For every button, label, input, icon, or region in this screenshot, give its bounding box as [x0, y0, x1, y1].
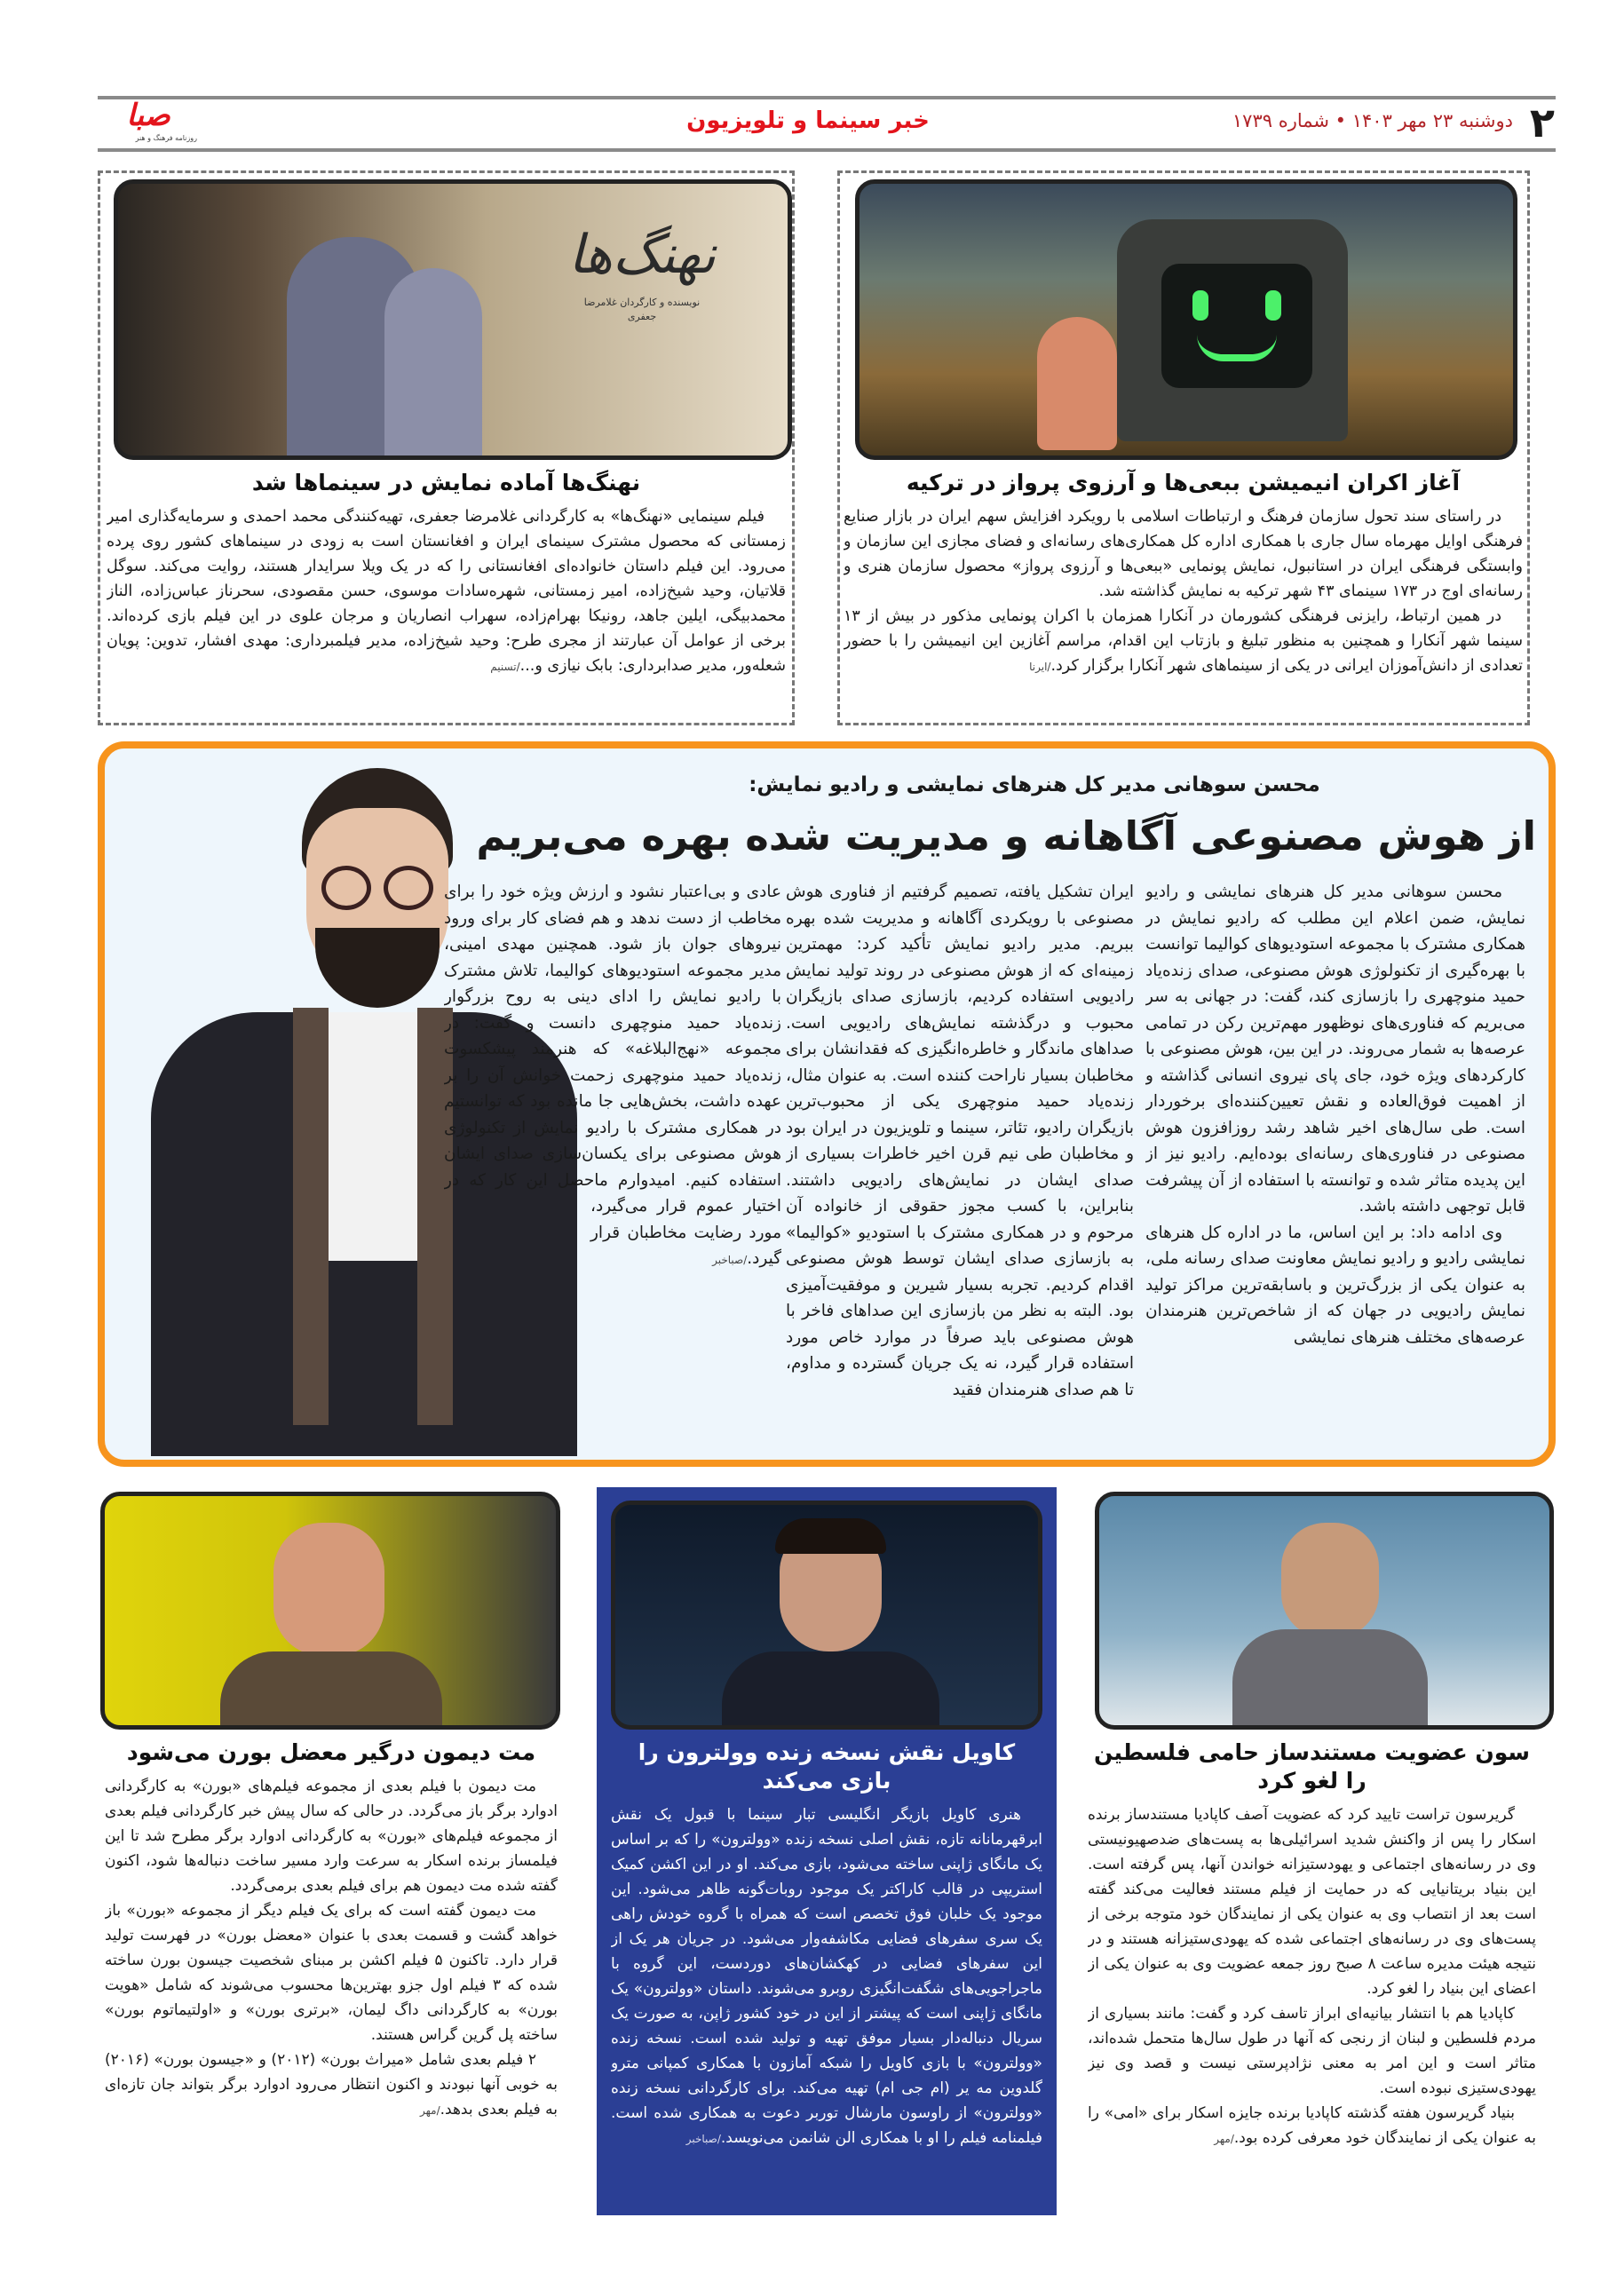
article-whales: [107, 469, 786, 719]
header-top-rule: [98, 96, 1556, 99]
feature-kicker: محسن سوهانی مدیر کل هنرهای نمایشی و رادیو نمایش:: [749, 773, 1320, 796]
glasses-right: [384, 866, 433, 910]
shirt-shape: [324, 1012, 422, 1261]
article-animation: [844, 469, 1523, 719]
logo: [99, 98, 197, 147]
article-body-animation: در راستای سند تحول سازمان فرهنگ و ارتباطات اسلامی با رویکرد افزایش سهم ایران در بازار صنایع فرهنگی اوایل مهرماه سال جاری با همکاری اداره کل همکاری‌های رسانه‌ای و فضای مجازی این سازمان و وابستگی فرهنگی ایران در استانبول، نمایش پونمایی «ببعی‌ها و آرزوی پرواز» محصول سازمان هنری و رسانه‌ای اوج در ۱۷۳ سینمای ۴۳ شهر ترکیه به نمایش گذاشته شد. در همین ارتباط، رایزنی فرهنگی کشورمان در آنکارا همزمان با اکران پونمایی مذکور در بیش از ۱۳ سینما شهر آنکارا و همچنین به منظور تبلیغ و بازتاب این اقدام، مراسم آغازین این انیمیشن را با حضور تعدادی از دانش‌آموزان ایرانی در یکی از سینماهای شهر آنکارا برگزار کرد./ایرنا: [844, 508, 1523, 675]
damon-photo: [100, 1492, 560, 1730]
face-shape: [1281, 1523, 1379, 1638]
feature-paragraph: وی ادامه داد: بر این اساس، ما در اداره کل هنرهای نمایشی رادیو و رادیو نمایش معاونت صدای رسانه ملی، به عنوان یکی از بزرگ‌ترین و باسابقه‌ترین مراکز تولید نمایش رادیویی در جهان که از شاخص‌ترین هنرمندان عرصه‌های مختلف هنرهای نمایشی: [1145, 1223, 1525, 1347]
article-body-cavill: هنری کاویل بازیگر انگلیسی تبار سینما با قبول یک نقش ابرقهرمانانه تازه، نقش اصلی نسخه زنده «وولترون» را که بر اساس یک مانگای ژاپنی ساخته می‌شود، بازی می‌کند. او در این اکشن کمیک استریپی در قالب کاراکتر یک موجود روبات‌گونه ظاهر می‌شود. این موجود یک خلبان فوق تخصص است که همراه با گروه خودش راهی یک سری سفرهای فضایی مکاشفه‌وار می‌شود. در جریان هر یک از این سفرهای فضایی در کهکشان‌های دوردست، این گروه با ماجراجویی‌های شگفت‌انگیزی روبرو می‌شوند. داستان «وولترون» یک مانگای ژاپنی است که پیشتر از این در خود کشور ژاپن، به صورت یک سریال دنباله‌دار بسیار موفق تهیه و تولید شده است. نسخه زنده «وولترون» با بازی کاویل را شبکه آمازون با همکاری کمپانی مترو گلدوین مه یر (ام جی ام) تهیه می‌کند. برای کارگردانی نسخه زنده «وولترون» از راوسون مارشال توربر دعوت به همکاری شده است. فیلمنامه فیلم را او با همکاری الن شانمن می‌نویسد./صباخبر: [611, 1806, 1042, 2147]
face-shape: [273, 1523, 384, 1656]
poster-lettering: [500, 219, 784, 324]
article-cavill: [611, 1738, 1042, 2209]
source-credit: /تسنیم: [490, 661, 520, 673]
logo-wordmark: صبا: [126, 98, 170, 133]
suit-shape: [722, 1651, 939, 1730]
article-kapadia: [1088, 1738, 1536, 2202]
animation-still-image: [855, 179, 1517, 460]
article-damon: [105, 1738, 558, 2202]
section-title: خبر سینما و تلویزیون: [686, 107, 930, 134]
source-credit: /صباخبر: [712, 1254, 748, 1266]
page-number: ۲: [1529, 99, 1555, 147]
headline-kapadia: سون عضویت مستندساز حامی فلسطین را لغو کرد: [1093, 1739, 1531, 1794]
source-credit: /ایرنا: [1029, 661, 1051, 673]
girl-character-shape: [1037, 317, 1117, 450]
feature-headline: از هوش مصنوعی آگاهانه و مدیریت شده بهره می‌بریم: [476, 812, 1536, 859]
source-credit: /مهر: [420, 2104, 440, 2117]
feature-column-2: ایران تشکیل یافته، تصمیم گرفتیم از فناوری هوش مصنوعی با رویکردی آگاهانه و مدیریت شده بهره ببریم. مدیر رادیو نمایش تأکید کرد: مهمترین زمینه‌ای که از هوش مصنوعی در روند تولید نمایش رادیویی استفاده کردیم، بازسازی صدای بازیگران محبوب و درگذشته نمایش‌های رادیویی است. صداهای ماندگار و خاطره‌انگیزی که فقدانشان برای مخاطبان بسیار ناراحت کننده است. به عنوان مثال، زنده‌یاد حمید منوچهری یکی از محبوب‌ترین بازیگران رادیو، تئاتر، سینما و تلویزیون در ایران بود و مخاطبان طی نیم قرن اخیر خاطرات بسیاری از صدای ایشان در نمایش‌های رادیویی داشتند. بنابراین، با کسب مجوز حقوقی از خانواده آن مرحوم و در همکاری مشترک با استودیو «کوالیما» به بازسازی صدای ایشان توسط هوش مصنوعی اقدام کردیم. تجربه بسیار شیرین و موفقیت‌آمیزی بود. البته به نظر من بازسازی این صداهای فاخر با هوش مصنوعی باید صرفاً در موارد خاص مورد استفاده قرار گیرد، نه یک جریان گسترده و مداوم، تا هم صدای هنرمندان فقید: [786, 883, 1134, 1399]
issue-date: دوشنبه ۲۳ مهر ۱۴۰۳ • شماره ۱۷۳۹: [1232, 110, 1513, 131]
kapadia-photo: [1095, 1492, 1554, 1730]
child-figure: [384, 268, 482, 460]
headline-cavill: کاویل نقش نسخه زنده وولترون را بازی می‌کند: [638, 1739, 1016, 1794]
whales-poster-image: [114, 179, 792, 460]
headline-damon: مت دیمون درگیر معضل بورن می‌شود: [126, 1739, 536, 1765]
logo-tagline: روزنامه فرهنگ و هنر: [135, 134, 197, 142]
cavill-photo: [611, 1501, 1042, 1730]
jacket-shape: [1232, 1629, 1428, 1730]
glasses-left: [321, 866, 371, 910]
article-body-damon: مت دیمون با فیلم بعدی از مجموعه فیلم‌های «بورن» به کارگردانی ادوارد برگر باز می‌گردد. در حالی که سال پیش خبر کارگردانی فیلم بعدی از مجموعه فیلم‌های «بورن» به کارگردانی ادوارد برگر مطرح شد تا این فیلمساز برنده اسکار به سرعت وارد مسیر ساخت دنباله‌ها شود، اکنون گفته شده مت دیمون هم برای فیلم بعدی برمی‌گردد. مت دیمون گفته است که برای یک فیلم دیگر از مجموعه «بورن» باز خواهد گشت و قسمت بعدی با عنوان «معضل بورن» در فهرست تولید قرار دارد. تاکنون ۵ فیلم اکشن بر مبنای شخصیت جیسون بورن ساخته شده که ۳ فیلم اول جزو بهترین‌ها محسوب می‌شوند که شامل «هویت بورن» به کارگردانی داگ لیمان، «برتری بورن» و «اولتیماتوم بورن» ساخته پل گرین گراس هستند. ۲ فیلم بعدی شامل «میراث بورن» (۲۰۱۲) و «جیسون بورن» (۲۰۱۶) به خوبی آنها نبودند و اکنون انتظار می‌رود ادوارد برگر بتواند جان تازه‌ای به فیلم بعدی بدهد./مهر: [105, 1778, 558, 2119]
article-body-kapadia: گریرسون تراست تایید کرد که عضویت آصف کاپادیا مستندساز برنده اسکار را پس از واکنش شدید اسرائیلی‌ها به پست‌های ضدصهیونیستی وی در رسانه‌های اجتماعی و یهودستیزانه خواندن آنها، پس گرفته است. این بنیاد بریتانیایی که در حمایت از فیلم مستند فعالیت می‌کند گفته است بعد از انتصاب وی به عنوان یکی از نمایندگان خود متوجه برخی از پست‌های وی در رسانه‌های اجتماعی شده که یهودی‌ستیزانه هستند و در نتیجه هیئت مدیره ساعت ۸ صبح روز جمعه عضویت وی به عنوان یکی از اعضای این بنیاد را لغو کرد. کاپادیا هم با انتشار بیانیه‌ای ابراز تاسف کرد و گفت: مانند بسیاری از مردم فلسطین و لبنان از رنجی که آنها در طول سال‌ها متحمل شده‌اند، متاثر است و این امر به معنی نژادپرستی نیست و قصد وی نیز یهودی‌ستیزی نبوده است. بنیاد گریرسون هفته گذشته کاپادیا برنده جایزه اسکار برای «امی» را به عنوان یکی از نمایندگان خود معرفی کرده بود./مهر: [1088, 1806, 1536, 2147]
hair-shape: [775, 1518, 886, 1554]
header-bottom-rule: [98, 148, 1556, 152]
poster-credit: نویسنده و کارگردان غلامرضا جعفری: [583, 297, 701, 322]
jacket-shape: [220, 1651, 442, 1730]
scarf-left: [293, 1008, 329, 1425]
feature-column-1: محسن سوهانی مدیر کل هنرهای نمایشی و رادیو نمایش، ضمن اعلام این مطلب که رادیو نمایش در همکاری مشترک با مجموعه استودیوهای کوالیما توانست با بهره‌گیری از تکنولوژی هوش مصنوعی، صدای زنده‌یاد حمید منوچهری را بازسازی کند، گفت: در جهانی به سر می‌بریم که فناوری‌های نوظهور مهم‌ترین رکن در تمامی عرصه‌ها به شمار می‌روند. در این بین، هوش مصنوعی با کارکردهای ویژه خود، جای پای نیروی انسانی گذاشته و از اهمیت فوق‌العاده و نقش تعیین‌کننده‌ای برخوردار است. طی سال‌های اخیر شاهد رشد روزافزون هوش مصنوعی در فناوری‌های رسانه‌ای بوده‌ایم. رادیو نیز از این پدیده متاثر شده و توانسته با استفاده از آن پیشرفت قابل توجهی داشته باشد. وی ادامه داد: بر این اساس، ما در اداره کل هنرهای نمایشی رادیو و رادیو نمایش معاونت صدای رسانه ملی، به عنوان یکی از بزرگ‌ترین و باسابقه‌ترین مراکز تولید نمایش رادیویی در جهان که از شاخص‌ترین هنرمندان عرصه‌های مختلف هنرهای نمایشی: [1145, 879, 1525, 1430]
beard-shape: [315, 928, 440, 1008]
source-credit: /مهر: [1214, 2133, 1234, 2145]
headline-animation: آغاز اکران انیمیشن ببعی‌ها و آرزوی پرواز در ترکیه: [906, 470, 1461, 495]
poster-title: نهنگ‌ها: [567, 224, 717, 286]
article-body-whales: فیلم سینمایی «نهنگ‌ها» به کارگردانی غلامرضا جعفری، تهیه‌کنندگی محمد احمدی و سرمایه‌گذاری امیر زمستانی که محصول مشترک سینمای ایران و افغانستان است به زودی در سینماهای کشور روی پرده می‌رود. این فیلم داستان خانواده‌ای افغانستانی را که در یک ویلا سرایدار هستند، روایت می‌کند. سوگل قلاتیان، وحید شیخ‌زاده، امیر زمستانی، شهره‌سادات موسوی، حسن مقصودی، سحرناز عباس‌زاده، الناز محمدبیگی، ایلین جاهد، رونیکا بهرام‌زاده، سهراب انصاریان و مرجان علوی در این فیلم بازی کرده‌اند. برخی از عوامل آن عبارتند از مجری طرح: وحید شیخ‌زاده، مدیر فیلمبرداری: مهدی افشار، تدوین: پویان شعله‌ور، مدیر صدابرداری: بابک نیازی و.../تسنیم: [107, 508, 786, 675]
headline-whales: نهنگ‌ها آماده نمایش در سینماها شد: [251, 470, 641, 495]
source-credit: /صباخبر: [685, 2133, 721, 2145]
robot-face-screen: [1161, 264, 1312, 388]
feature-column-3: عادی و بی‌اعتبار نشود و ارزش ویژه خود را برای مخاطب از دست ندهد و هم فضای کار برای ورود نیروهای جوان باز شود. همچنین مهدی امینی، مدیر مجموعه استودیوهای کوالیما، تلاش مشترک با رادیو نمایش را ادای دینی به روح بزرگوار زنده‌یاد حمید منوچهری دانست و گفت: در مجموعه «نهج‌البلاغه» که هنرمند پیشکسوت زنده‌یاد حمید منوچهری زحمت خوانش آن را بر عهده داشت، بخش‌هایی جا مانده بود که توانستیم در همکاری مشترک با رادیو نمایش از تکنولوژی هوش مصنوعی برای یکسان‌سازی صدای ایشان استفاده کنیم. امیدوارم ماحصل این کار که در اختیار عموم قرار می‌گیرد، مورد رضایت مخاطبان قرار گیرد./صباخبر: [444, 883, 781, 1268]
